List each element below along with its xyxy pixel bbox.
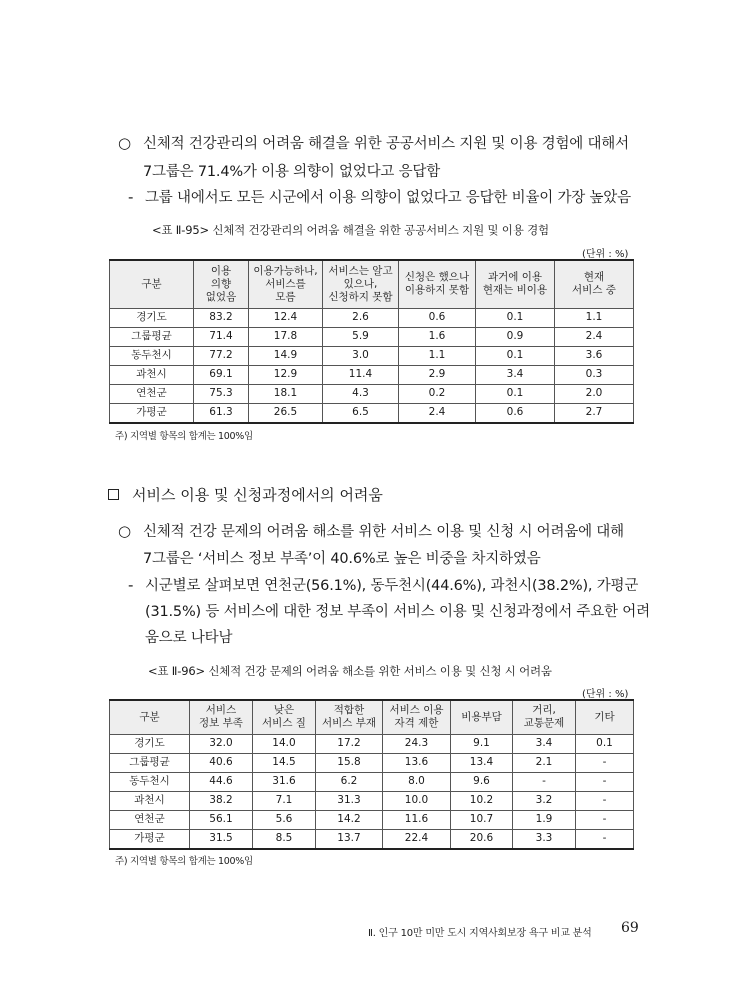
value-cell: 0.1 — [476, 308, 555, 327]
row-label-cell: 그룹평균 — [110, 753, 190, 772]
header-cell — [323, 260, 399, 308]
value-cell: 22.4 — [383, 829, 451, 849]
header-text: 서비스 — [205, 704, 237, 717]
table-row — [110, 734, 634, 753]
data-table-2 — [109, 699, 634, 850]
value-cell: 8.5 — [253, 829, 316, 849]
table-row — [110, 810, 634, 829]
header-text: 비용부담 — [461, 710, 502, 723]
value-cell: 1.1 — [399, 346, 476, 365]
header-cell — [190, 700, 253, 734]
data-table-1 — [109, 259, 634, 424]
footer-chapter: Ⅱ. 인구 10만 미만 도시 지역사회보장 욕구 비교 분석 — [368, 928, 592, 939]
value-cell: 13.7 — [316, 829, 383, 849]
header-text: 교통문제 — [523, 717, 565, 730]
value-cell: 38.2 — [190, 791, 253, 810]
value-cell: 18.1 — [249, 384, 323, 403]
value-cell: 9.6 — [451, 772, 513, 791]
row-label-cell: 과천시 — [110, 791, 190, 810]
header-cell — [249, 260, 323, 308]
table-row — [110, 308, 634, 327]
value-cell: 2.4 — [555, 327, 634, 346]
value-cell: 3.0 — [323, 346, 399, 365]
table-row — [110, 791, 634, 810]
value-cell: 5.9 — [323, 327, 399, 346]
header-text: 이용가능하나, — [253, 264, 318, 277]
value-cell: 14.5 — [253, 753, 316, 772]
header-text: 신청하지 못함 — [328, 290, 393, 303]
table-unit: (단위 : %) — [582, 249, 629, 260]
header-text: 서비스를 — [265, 277, 306, 290]
row-label-cell: 그룹평균 — [110, 327, 194, 346]
value-cell: 31.6 — [253, 772, 316, 791]
header-cell — [451, 700, 513, 734]
value-cell: 12.4 — [249, 308, 323, 327]
table-row — [110, 346, 634, 365]
value-cell: 56.1 — [190, 810, 253, 829]
header-text: 서비스 이용 — [389, 704, 444, 717]
value-cell: - — [576, 753, 634, 772]
row-label-cell: 동두천시 — [110, 346, 194, 365]
value-cell: - — [576, 791, 634, 810]
value-cell: 0.3 — [555, 365, 634, 384]
paragraph-line: 7그룹은 ‘서비스 정보 부족’이 40.6%로 높은 비중을 차지하였음 — [143, 551, 541, 567]
table-row — [110, 829, 634, 849]
value-cell: 17.2 — [316, 734, 383, 753]
table-row — [110, 327, 634, 346]
table-unit: (단위 : %) — [582, 689, 629, 700]
value-cell: 14.2 — [316, 810, 383, 829]
value-cell: 77.2 — [194, 346, 249, 365]
value-cell: 10.0 — [383, 791, 451, 810]
value-cell: 1.9 — [513, 810, 576, 829]
value-cell: 83.2 — [194, 308, 249, 327]
value-cell: 11.6 — [383, 810, 451, 829]
value-cell: 13.6 — [383, 753, 451, 772]
page-number: 69 — [621, 920, 639, 936]
value-cell: 13.4 — [451, 753, 513, 772]
header-cell — [110, 700, 190, 734]
value-cell: 5.6 — [253, 810, 316, 829]
value-cell: 9.1 — [451, 734, 513, 753]
row-label-cell: 동두천시 — [110, 772, 190, 791]
header-cell — [513, 700, 576, 734]
paragraph-line: 움으로 나타남 — [145, 630, 233, 646]
row-label-cell: 연천군 — [110, 810, 190, 829]
value-cell: 71.4 — [194, 327, 249, 346]
header-text: 낮은 — [273, 704, 295, 717]
value-cell: 75.3 — [194, 384, 249, 403]
header-text: 서비스는 알고 — [328, 264, 393, 277]
value-cell: 3.6 — [555, 346, 634, 365]
value-cell: 2.6 — [323, 308, 399, 327]
bullet-circle: ○ — [118, 522, 132, 540]
value-cell: 2.4 — [399, 403, 476, 423]
paragraph-line: 7그룹은 71.4%가 이용 의향이 없었다고 응답함 — [143, 164, 441, 180]
value-cell: 14.9 — [249, 346, 323, 365]
value-cell: 12.9 — [249, 365, 323, 384]
value-cell: 1.1 — [555, 308, 634, 327]
bullet-dash: - — [128, 188, 134, 206]
table-header-row — [110, 700, 634, 734]
value-cell: 61.3 — [194, 403, 249, 423]
value-cell: 2.0 — [555, 384, 634, 403]
value-cell: 3.4 — [476, 365, 555, 384]
section-title: 서비스 이용 및 신청과정에서의 어려움 — [132, 486, 383, 504]
header-text: 과거에 이용 — [487, 271, 543, 284]
header-text: 현재는 비이용 — [482, 284, 548, 297]
header-text: 신청은 했으나 — [404, 271, 470, 284]
table-row — [110, 753, 634, 772]
value-cell: 44.6 — [190, 772, 253, 791]
header-cell — [194, 260, 249, 308]
header-cell — [253, 700, 316, 734]
value-cell: 8.0 — [383, 772, 451, 791]
header-text: 서비스 질 — [262, 717, 306, 730]
table-row — [110, 772, 634, 791]
header-text: 있으나, — [343, 277, 378, 290]
row-label-cell: 과천시 — [110, 365, 194, 384]
table-row — [110, 384, 634, 403]
value-cell: 20.6 — [451, 829, 513, 849]
header-cell — [383, 700, 451, 734]
value-cell: 3.2 — [513, 791, 576, 810]
value-cell: 10.7 — [451, 810, 513, 829]
header-text: 구분 — [141, 277, 162, 290]
bullet-dash: - — [128, 576, 134, 594]
paragraph-line: 신체적 건강 문제의 어려움 해소를 위한 서비스 이용 및 신청 시 어려움에 대해 — [143, 524, 624, 540]
header-cell — [110, 260, 194, 308]
value-cell: 26.5 — [249, 403, 323, 423]
value-cell: 31.3 — [316, 791, 383, 810]
value-cell: 31.5 — [190, 829, 253, 849]
bullet-circle: ○ — [118, 134, 132, 152]
table-row — [110, 403, 634, 423]
header-text: 기타 — [594, 710, 615, 723]
value-cell: 69.1 — [194, 365, 249, 384]
row-label-cell: 가평군 — [110, 829, 190, 849]
value-cell: 10.2 — [451, 791, 513, 810]
table-note: 주) 지역별 항목의 합계는 100%임 — [115, 856, 253, 867]
value-cell: - — [513, 772, 576, 791]
row-label-cell: 가평군 — [110, 403, 194, 423]
value-cell: 40.6 — [190, 753, 253, 772]
value-cell: 15.8 — [316, 753, 383, 772]
value-cell: - — [576, 772, 634, 791]
value-cell: 0.1 — [476, 346, 555, 365]
header-text: 거리, — [532, 704, 556, 717]
paragraph-line: 신체적 건강관리의 어려움 해결을 위한 공공서비스 지원 및 이용 경험에 대해서 — [143, 136, 629, 152]
value-cell: 3.4 — [513, 734, 576, 753]
value-cell: 4.3 — [323, 384, 399, 403]
header-text: 적합한 — [333, 704, 365, 717]
value-cell: 32.0 — [190, 734, 253, 753]
header-text: 이용 — [210, 264, 232, 277]
header-text: 정보 부족 — [199, 717, 243, 730]
value-cell: 0.6 — [476, 403, 555, 423]
header-text: 이용하지 못함 — [404, 284, 470, 297]
value-cell: 2.7 — [555, 403, 634, 423]
header-text: 자격 제한 — [394, 717, 439, 730]
header-text: 모름 — [275, 290, 296, 303]
table-caption: <표 Ⅱ-96> 신체적 건강 문제의 어려움 해소를 위한 서비스 이용 및 신청 시 어려움 — [148, 664, 552, 678]
value-cell: - — [576, 810, 634, 829]
value-cell: 0.6 — [399, 308, 476, 327]
header-text: 현재 — [583, 271, 605, 284]
paragraph-line: (31.5%) 등 서비스에 대한 정보 부족이 서비스 이용 및 신청과정에서 주요한 어려 — [145, 604, 650, 620]
table-row — [110, 365, 634, 384]
value-cell: 24.3 — [383, 734, 451, 753]
value-cell: 0.9 — [476, 327, 555, 346]
header-cell — [399, 260, 476, 308]
section-square-bullet — [108, 489, 119, 500]
header-text: 구분 — [139, 710, 160, 723]
header-text: 서비스 부재 — [321, 717, 377, 730]
header-text: 없었음 — [205, 290, 237, 303]
paragraph-line: 시군별로 살펴보면 연천군(56.1%), 동두천시(44.6%), 과천시(38.2%), 가평군 — [145, 578, 639, 594]
row-label-cell: 경기도 — [110, 734, 190, 753]
value-cell: 14.0 — [253, 734, 316, 753]
table-note: 주) 지역별 항목의 합계는 100%임 — [115, 431, 253, 442]
row-label-cell: 경기도 — [110, 308, 194, 327]
value-cell: 0.1 — [476, 384, 555, 403]
header-text: 의향 — [210, 277, 232, 290]
value-cell: 0.2 — [399, 384, 476, 403]
value-cell: 2.1 — [513, 753, 576, 772]
value-cell: 1.6 — [399, 327, 476, 346]
table-caption: <표 Ⅱ-95> 신체적 건강관리의 어려움 해결을 위한 공공서비스 지원 및 이용 경험 — [152, 223, 549, 237]
value-cell: 0.1 — [576, 734, 634, 753]
header-cell — [476, 260, 555, 308]
header-cell — [316, 700, 383, 734]
row-label-cell: 연천군 — [110, 384, 194, 403]
value-cell: 6.5 — [323, 403, 399, 423]
value-cell: - — [576, 829, 634, 849]
value-cell: 3.3 — [513, 829, 576, 849]
table-header-row — [110, 260, 634, 308]
header-cell — [555, 260, 634, 308]
value-cell: 6.2 — [316, 772, 383, 791]
header-cell — [576, 700, 634, 734]
value-cell: 2.9 — [399, 365, 476, 384]
paragraph-line: 그룹 내에서도 모든 시군에서 이용 의향이 없었다고 응답한 비율이 가장 높았음 — [145, 190, 631, 206]
header-text: 서비스 중 — [572, 284, 616, 297]
value-cell: 11.4 — [323, 365, 399, 384]
value-cell: 17.8 — [249, 327, 323, 346]
value-cell: 7.1 — [253, 791, 316, 810]
